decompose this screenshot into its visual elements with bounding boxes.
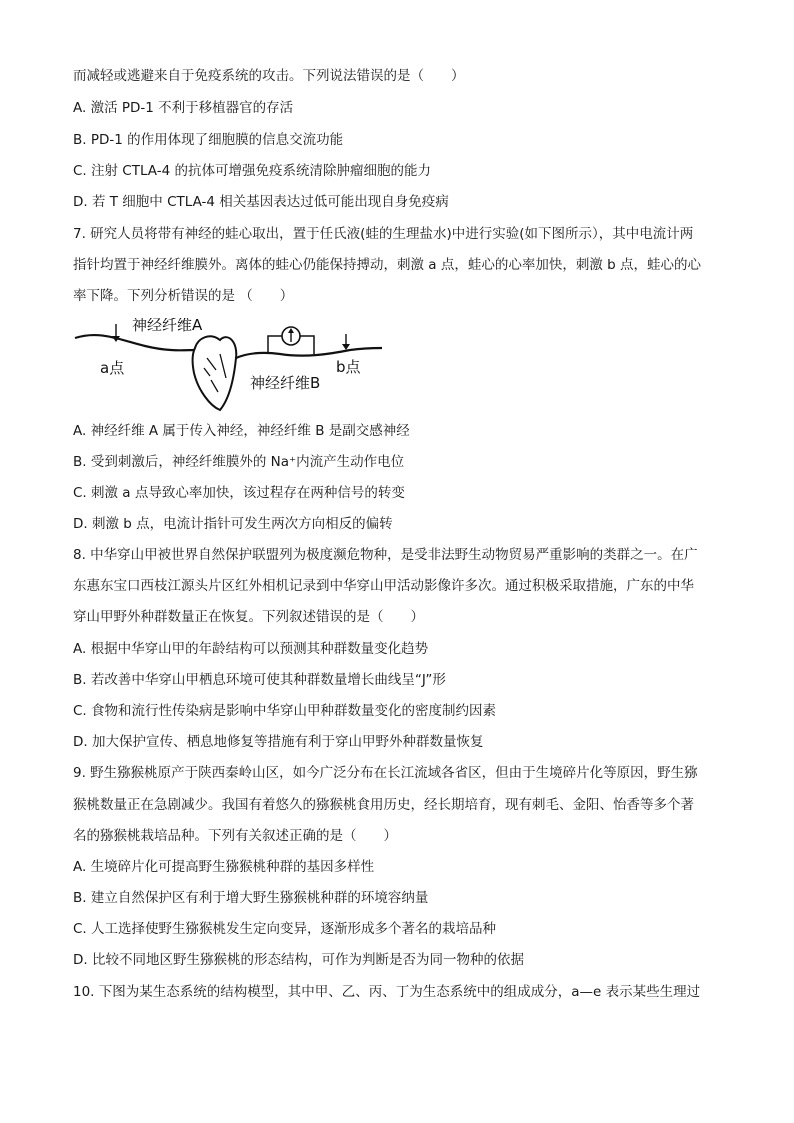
option-d: D. 若 T 细胞中 CTLA-4 相关基因表达过低可能出现自身免疫病 xyxy=(73,194,449,210)
option-a: A. 神经纤维 A 属于传入神经，神经纤维 B 是副交感神经 xyxy=(73,423,410,439)
option-b: B. PD-1 的作用体现了细胞膜的信息交流功能 xyxy=(73,132,344,148)
question-9-stem: 9. 野生猕猴桃原产于陕西秦岭山区，如今广泛分布在长江流域各省区，但由于生境碎片化等原因，野生猕 xyxy=(73,765,698,781)
question-8-stem: 东惠东宝口西枝江源头片区红外相机记录到中华穿山甲活动影像许多次。通过积极采取措施，广东的中华 xyxy=(73,578,694,594)
question-8-stem: 8. 中华穿山甲被世界自然保护联盟列为极度濒危物种，是受非法野生动物贸易严重影响的类群之一。在广 xyxy=(73,547,698,563)
text-line: 而减轻或逃避来自于免疫系统的攻击。下列说法错误的是（ ） xyxy=(73,68,465,84)
nerve-fiber-b-line xyxy=(236,348,382,358)
question-7-stem: 指针均置于神经纤维膜外。离体的蛙心仍能保持搏动，刺激 a 点，蛙心的心率加快，刺激 b 点，蛙心的心 xyxy=(73,257,702,273)
option-c: C. 食物和流行性传染病是影响中华穿山甲种群数量变化的密度制约因素 xyxy=(73,703,497,719)
option-d: D. 刺激 b 点，电流计指针可发生两次方向相反的偏转 xyxy=(73,516,393,532)
question-9-stem: 猴桃数量正在急剧减少。我国有着悠久的猕猴桃食用历史，经长期培育，现有刺毛、金阳、怡香等多个著 xyxy=(73,797,694,813)
option-b: B. 若改善中华穿山甲栖息环境可使其种群数量增长曲线呈“J”形 xyxy=(73,672,446,688)
option-b: B. 建立自然保护区有利于增大野生猕猴桃种群的环境容纳量 xyxy=(73,890,429,906)
label-fiber-b: 神经纤维B xyxy=(250,374,321,392)
option-c: C. 注射 CTLA-4 的抗体可增强免疫系统清除肿瘤细胞的能力 xyxy=(73,163,431,179)
option-a: A. 激活 PD-1 不利于移植器官的存活 xyxy=(73,100,294,116)
nerve-fiber-a-line xyxy=(75,335,195,350)
question-9-stem: 名的猕猴桃栽培品种。下列有关叙述正确的是（ ） xyxy=(73,828,397,844)
question-10-stem: 10. 下图为某生态系统的结构模型，其中甲、乙、丙、丁为生态系统中的组成成分，a—e 表示某些生理过 xyxy=(73,984,701,1000)
label-point-b: b点 xyxy=(336,358,361,376)
option-c: C. 人工选择使野生猕猴桃发生定向变异，逐渐形成多个著名的栽培品种 xyxy=(73,921,497,937)
question-7-stem: 率下降。下列分析错误的是 （ ） xyxy=(73,288,294,304)
label-fiber-a: 神经纤维A xyxy=(132,318,203,334)
option-d: D. 比较不同地区野生猕猴桃的形态结构，可作为判断是否为同一物种的依据 xyxy=(73,952,524,968)
option-c: C. 刺激 a 点导致心率加快，该过程存在两种信号的转变 xyxy=(73,485,405,501)
label-point-a: a点 xyxy=(100,359,125,377)
option-a: A. 生境碎片化可提高野生猕猴桃种群的基因多样性 xyxy=(73,859,375,875)
frog-heart-diagram xyxy=(70,318,390,416)
question-7-stem: 7. 研究人员将带有神经的蛙心取出，置于任氏液(蛙的生理盐水)中进行实验(如下图所示），其中电流计两 xyxy=(73,226,694,242)
option-a: A. 根据中华穿山甲的年龄结构可以预测其种群数量变化趋势 xyxy=(73,641,429,657)
arrow-b-head xyxy=(342,344,350,350)
frog-heart-shape xyxy=(193,336,237,410)
frog-heart-figure xyxy=(70,318,390,416)
option-d: D. 加大保护宣传、栖息地修复等措施有利于穿山甲野外种群数量恢复 xyxy=(73,734,484,750)
question-8-stem: 穿山甲野外种群数量正在恢复。下列叙述错误的是（ ） xyxy=(73,609,424,625)
option-b: B. 受到刺激后，神经纤维膜外的 Na⁺内流产生动作电位 xyxy=(73,454,405,470)
